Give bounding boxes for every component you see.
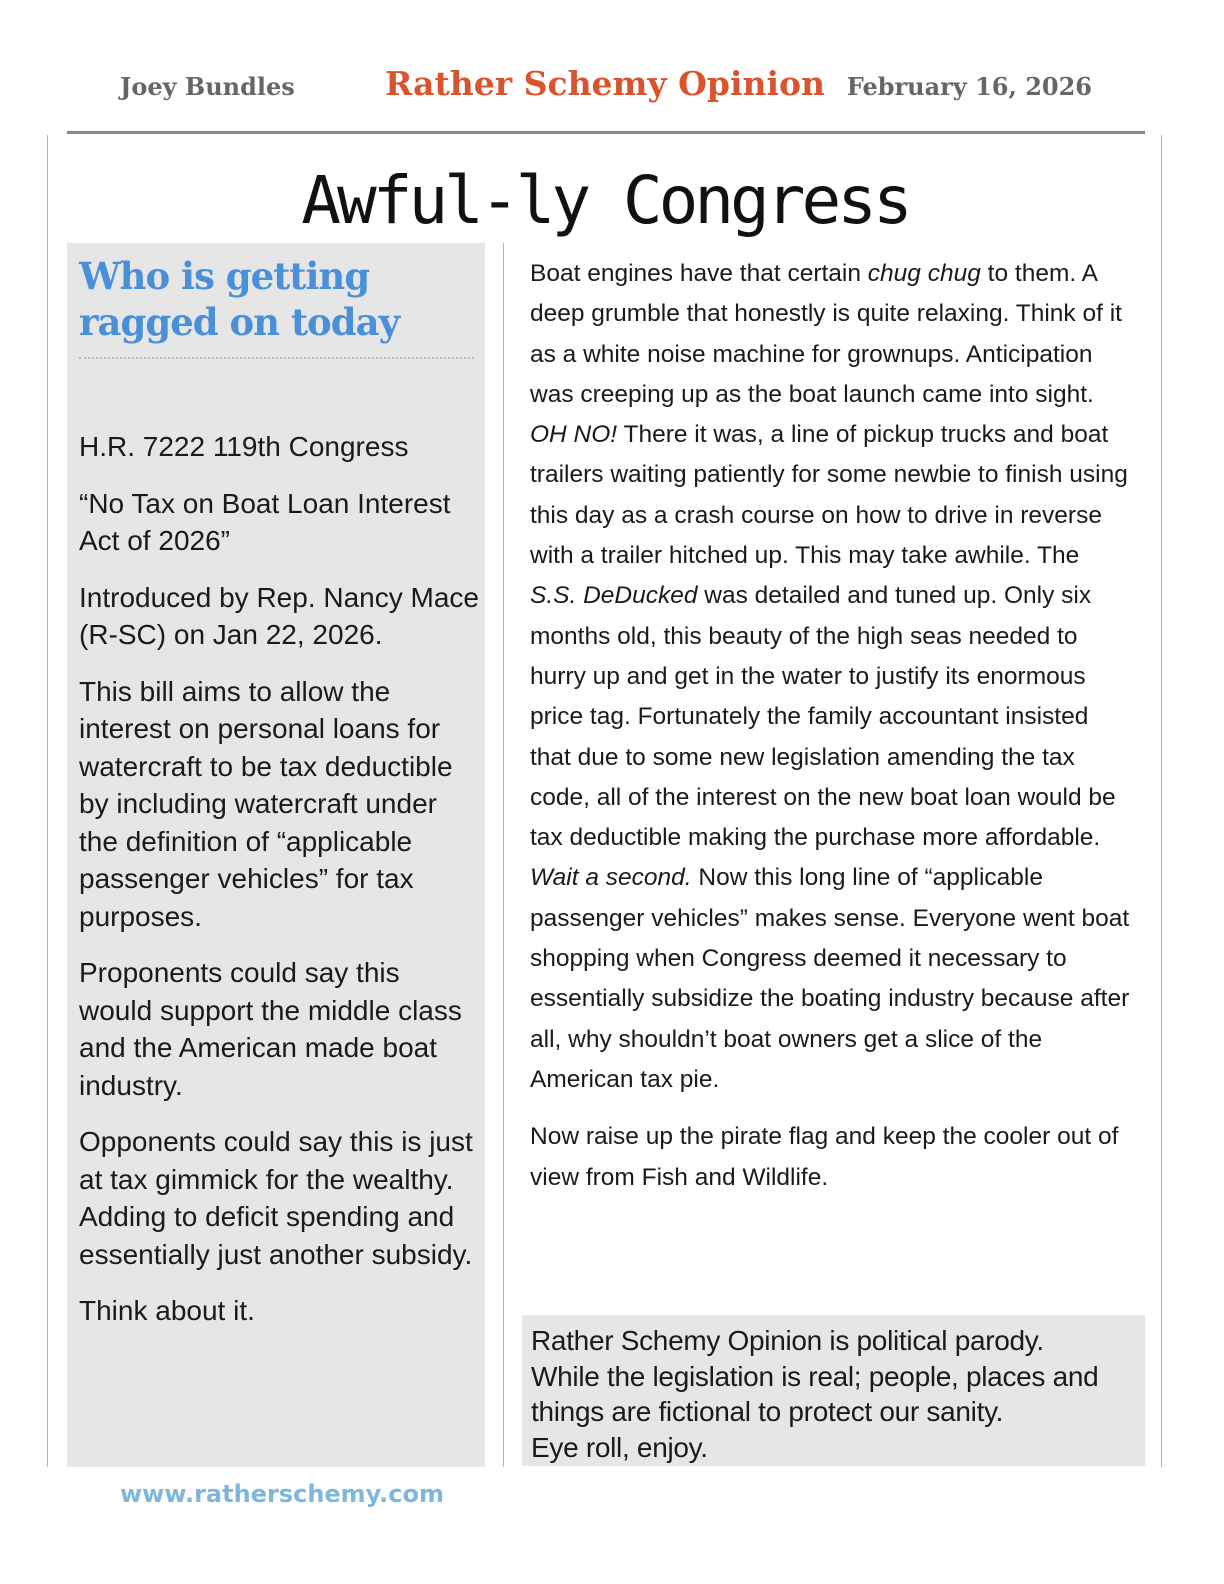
disclaimer-box [522,1315,1145,1466]
article-italic-text: Wait a second. [530,864,692,892]
sidebar-panel [67,243,485,1467]
article-text: Now this long line of “applicable passenger vehicles” makes sense. Everyone went boat shopping when Congress deemed it necessary to essentially subsidize the boating industry because after all, why shouldn’t boat owners get a slice of the American tax pie. [530,864,1130,1093]
article-headline: Awful-ly Congress [301,162,909,239]
bill-number: H.R. 7222 119th Congress [79,431,409,462]
website-link[interactable]: www.ratherschemy.com [120,1480,444,1508]
article-text: There it was, a line of pickup trucks and boat trailers waiting patiently for some newbie to finish using this day as a crash course on how to drive in reverse with a trailer hitched up. This may take awhile. The [530,421,1128,570]
closing-remark: Think about it. [79,1295,255,1326]
publication-date: February 16, 2026 [846,72,1092,101]
page-frame-left [47,135,48,1467]
article-text: was detailed and tuned up. Only six months old, this beauty of the high seas needed to hurry up and get in the water to justify its enormous price tag. Fortunately the family accountant insisted that due to some new legislation amending the tax code, all of the interest on the new boat loan would be tax deductible making the purchase more affordable. [530,582,1116,852]
bill-title: “No Tax on Boat Loan Interest Act of 2026” [79,487,451,556]
article-paragraph-2: Now raise up the pirate flag and keep the cooler out of view from Fish and Wildlife. [530,1123,1119,1191]
publication-title: Rather Schemy Opinion [384,64,826,103]
sidebar-body [79,428,479,1349]
article-text: Boat engines have that certain [530,260,868,287]
disclaimer-line: While the legislation is real; people, places and things are fictional to protect our sanity. [531,1360,1099,1427]
page-frame-right [1161,135,1162,1467]
author-name: Joey Bundles [120,72,295,101]
disclaimer-text [522,1315,1145,1465]
bill-summary: This bill aims to allow the interest on personal loans for watercraft to be tax deductible by including watercraft under the definition of “applicable passenger vehicles” for tax purposes. [79,675,453,932]
article-italic-text: S.S. DeDucked [530,582,698,610]
article-italic-text: chug chug [867,260,981,287]
opponents-view: Opponents could say this is just at tax gimmick for the wealthy. Adding to deficit spending and essentially just another subsidy. [79,1126,473,1270]
proponents-view: Proponents could say this would support the middle class and the American made boat industry. [79,957,462,1101]
disclaimer-line: Eye roll, enjoy. [531,1431,708,1463]
disclaimer-line: Rather Schemy Opinion is political parody. [531,1325,1044,1356]
sidebar-dotted-divider [79,357,474,359]
sidebar-heading: Who is getting ragged on today [79,254,400,344]
article-paragraph-1 [530,254,1130,1100]
article-text: to them. A deep grumble that honestly is quite relaxing. Think of it as a white noise machine for grownups. Anticipation was creeping up as the boat launch came into sight. [530,260,1122,408]
bill-introduced: Introduced by Rep. Nancy Mace (R-SC) on Jan 22, 2026. [79,581,479,650]
masthead-divider [67,131,1145,134]
article-body [530,254,1130,1215]
article-italic-text: OH NO! [530,421,618,449]
column-divider [503,243,504,1467]
